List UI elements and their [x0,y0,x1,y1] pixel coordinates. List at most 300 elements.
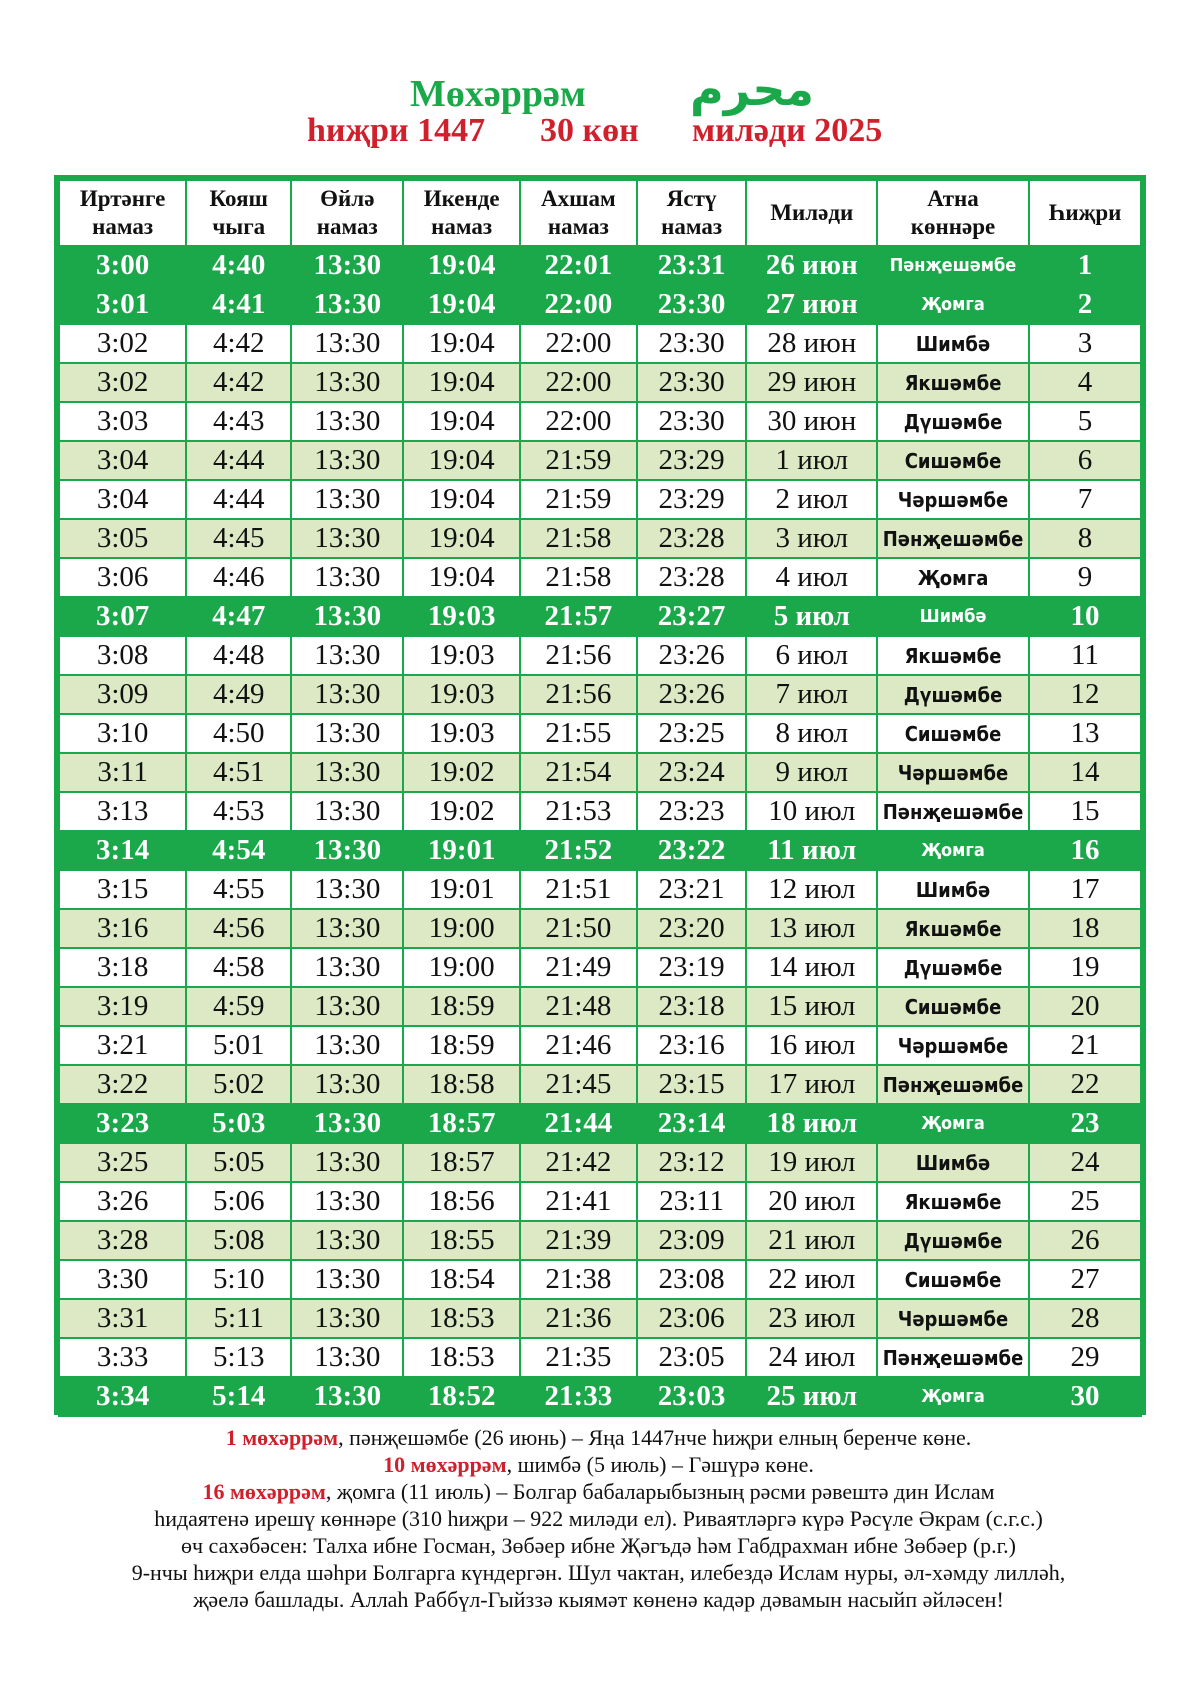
fajr-time: 3:02 [59,324,186,363]
page-header [0,62,1197,152]
fajr-time: 3:04 [59,480,186,519]
isha-time: 23:19 [637,948,747,987]
weekday: Дүшәмбе [877,1221,1029,1260]
column-header [520,180,637,246]
asr-time: 19:04 [403,441,520,480]
isha-time: 23:26 [637,636,747,675]
weekday: Якшәмбе [877,1182,1029,1221]
column-header [1029,180,1141,246]
fajr-time: 3:14 [59,831,186,870]
dhuhr-time: 13:30 [291,402,403,441]
weekday: Якшәмбе [877,636,1029,675]
title-line [0,62,1197,116]
sunrise-time: 4:49 [186,675,291,714]
gregorian-date: 28 июн [746,324,877,363]
asr-time: 19:04 [403,558,520,597]
gregorian-date: 3 июл [746,519,877,558]
weekday: Чәршәмбе [877,1299,1029,1338]
weekday: Шимбә [877,870,1029,909]
maghrib-time: 21:42 [520,1143,637,1182]
maghrib-time: 21:58 [520,519,637,558]
sunrise-time: 4:42 [186,363,291,402]
sunrise-time: 4:40 [186,246,291,285]
note-bulgar-line-3: өч сахәбәсен: Талха ибне Госман, Зөбәер ибне Җәгъдә һәм Габдрахман ибне Зөбәер (р.г.) [180,1533,1017,1558]
isha-time: 23:29 [637,441,747,480]
isha-time: 23:06 [637,1299,747,1338]
footnotes [40,1424,1157,1613]
hijri-day: 1 [1029,246,1141,285]
table-row [59,1338,1141,1377]
gregorian-date: 29 июн [746,363,877,402]
note-text: , пәнҗешәмбе (26 июнь) – Яңа 1447нче һиҗри елның беренче көне. [338,1425,972,1450]
dhuhr-time: 13:30 [291,714,403,753]
sunrise-time: 5:14 [186,1377,291,1416]
weekday: Чәршәмбе [877,753,1029,792]
column-header [637,180,747,246]
sunrise-time: 4:42 [186,324,291,363]
sunrise-time: 4:54 [186,831,291,870]
fajr-time: 3:00 [59,246,186,285]
sunrise-time: 4:43 [186,402,291,441]
asr-time: 19:02 [403,792,520,831]
maghrib-time: 21:38 [520,1260,637,1299]
weekday: Якшәмбе [877,363,1029,402]
maghrib-time: 21:56 [520,636,637,675]
sunrise-time: 4:53 [186,792,291,831]
maghrib-time: 21:45 [520,1065,637,1104]
hijri-day: 25 [1029,1182,1141,1221]
weekday: Сишәмбе [877,441,1029,480]
maghrib-time: 21:57 [520,597,637,636]
dhuhr-time: 13:30 [291,1026,403,1065]
fajr-time: 3:15 [59,870,186,909]
note-ashura [40,1451,1157,1478]
maghrib-time: 22:00 [520,363,637,402]
sunrise-time: 4:50 [186,714,291,753]
gregorian-year: миләди 2025 [692,112,883,149]
hijri-day: 9 [1029,558,1141,597]
isha-time: 23:29 [637,480,747,519]
dhuhr-time: 13:30 [291,1260,403,1299]
maghrib-time: 21:35 [520,1338,637,1377]
table-row [59,909,1141,948]
maghrib-time: 22:00 [520,285,637,324]
hijri-day: 16 [1029,831,1141,870]
weekday: Җомга [877,558,1029,597]
gregorian-date: 15 июл [746,987,877,1026]
weekday: Җомга [877,285,1029,324]
weekday: Чәршәмбе [877,480,1029,519]
table-row [59,480,1141,519]
dhuhr-time: 13:30 [291,1104,403,1143]
maghrib-time: 21:48 [520,987,637,1026]
note-highlight: 16 мөхәррәм [202,1479,326,1504]
gregorian-date: 7 июл [746,675,877,714]
hijri-day: 4 [1029,363,1141,402]
weekday: Сишәмбе [877,987,1029,1026]
gregorian-date: 26 июн [746,246,877,285]
table-row [59,1377,1141,1416]
isha-time: 23:22 [637,831,747,870]
fajr-time: 3:31 [59,1299,186,1338]
table-row [59,675,1141,714]
isha-time: 23:05 [637,1338,747,1377]
weekday: Шимбә [877,1143,1029,1182]
dhuhr-time: 13:30 [291,597,403,636]
hijri-day: 11 [1029,636,1141,675]
weekday: Пәнҗешәмбе [877,792,1029,831]
maghrib-time: 21:59 [520,441,637,480]
sunrise-time: 4:51 [186,753,291,792]
asr-time: 19:04 [403,324,520,363]
month-name-tatar: Мөхәррәм [410,73,586,115]
table-row [59,324,1141,363]
fajr-time: 3:11 [59,753,186,792]
dhuhr-time: 13:30 [291,948,403,987]
sunrise-time: 4:48 [186,636,291,675]
table-row [59,1065,1141,1104]
gregorian-date: 8 июл [746,714,877,753]
asr-time: 18:55 [403,1221,520,1260]
isha-time: 23:31 [637,246,747,285]
sunrise-time: 4:41 [186,285,291,324]
asr-time: 19:00 [403,909,520,948]
weekday: Чәршәмбе [877,1026,1029,1065]
table-row [59,1260,1141,1299]
note-bulgar-line-5: җәелә башлады. Аллаһ Раббүл-Гыйззә кыямәт көненә кадәр дәвамын насыйп әйләсен! [193,1587,1004,1612]
table-row [59,363,1141,402]
sunrise-time: 4:59 [186,987,291,1026]
asr-time: 19:04 [403,519,520,558]
column-header-line: Ахшам [541,186,616,211]
gregorian-date: 10 июл [746,792,877,831]
asr-time: 19:00 [403,948,520,987]
sunrise-time: 4:58 [186,948,291,987]
fajr-time: 3:03 [59,402,186,441]
fajr-time: 3:19 [59,987,186,1026]
dhuhr-time: 13:30 [291,636,403,675]
hijri-day: 14 [1029,753,1141,792]
table-row [59,636,1141,675]
note-bulgar-line-4: 9-нчы һиҗри елда шәһри Болгарга күндергән. Шул чактан, илебездә Ислам нуры, әл-хәмду лилләһ, [131,1560,1066,1585]
table-row [59,1221,1141,1260]
weekday: Дүшәмбе [877,402,1029,441]
dhuhr-time: 13:30 [291,1065,403,1104]
column-header-line: намаз [92,214,154,239]
weekday: Сишәмбе [877,1260,1029,1299]
hijri-day: 22 [1029,1065,1141,1104]
note-text: , шимбә (5 июль) – Гәшүрә көне. [506,1452,814,1477]
hijri-day: 29 [1029,1338,1141,1377]
weekday: Сишәмбе [877,714,1029,753]
gregorian-date: 16 июл [746,1026,877,1065]
subtitle-line [0,112,1197,152]
gregorian-date: 19 июл [746,1143,877,1182]
hijri-day: 7 [1029,480,1141,519]
dhuhr-time: 13:30 [291,480,403,519]
sunrise-time: 5:05 [186,1143,291,1182]
hijri-day: 10 [1029,597,1141,636]
dhuhr-time: 13:30 [291,831,403,870]
hijri-day: 8 [1029,519,1141,558]
table-row [59,246,1141,285]
hijri-day: 21 [1029,1026,1141,1065]
column-header [59,180,186,246]
hijri-day: 5 [1029,402,1141,441]
hijri-day: 19 [1029,948,1141,987]
gregorian-date: 18 июл [746,1104,877,1143]
gregorian-date: 20 июл [746,1182,877,1221]
fajr-time: 3:05 [59,519,186,558]
note-highlight: 1 мөхәррәм [225,1425,339,1450]
isha-time: 23:03 [637,1377,747,1416]
sunrise-time: 4:44 [186,480,291,519]
weekday: Пәнҗешәмбе [877,1338,1029,1377]
fajr-time: 3:22 [59,1065,186,1104]
gregorian-date: 25 июл [746,1377,877,1416]
fajr-time: 3:28 [59,1221,186,1260]
isha-time: 23:15 [637,1065,747,1104]
gregorian-date: 22 июл [746,1260,877,1299]
maghrib-time: 21:59 [520,480,637,519]
dhuhr-time: 13:30 [291,987,403,1026]
dhuhr-time: 13:30 [291,285,403,324]
column-header-line: намаз [316,214,378,239]
gregorian-date: 13 июл [746,909,877,948]
note-new-year [40,1424,1157,1451]
dhuhr-time: 13:30 [291,675,403,714]
table-body [59,246,1141,1416]
gregorian-date: 5 июл [746,597,877,636]
table-row [59,792,1141,831]
table-row [59,1026,1141,1065]
fajr-time: 3:16 [59,909,186,948]
dhuhr-time: 13:30 [291,363,403,402]
weekday: Җомга [877,831,1029,870]
gregorian-date: 2 июл [746,480,877,519]
table-row [59,402,1141,441]
gregorian-date: 9 июл [746,753,877,792]
table-row [59,1143,1141,1182]
column-header-line: Кояш [209,186,268,211]
table-row [59,948,1141,987]
sunrise-time: 4:56 [186,909,291,948]
sunrise-time: 4:55 [186,870,291,909]
fajr-time: 3:01 [59,285,186,324]
hijri-day: 18 [1029,909,1141,948]
column-header-line: намаз [431,214,493,239]
dhuhr-time: 13:30 [291,441,403,480]
fajr-time: 3:25 [59,1143,186,1182]
table-row [59,1182,1141,1221]
isha-time: 23:28 [637,558,747,597]
dhuhr-time: 13:30 [291,246,403,285]
fajr-time: 3:26 [59,1182,186,1221]
hijri-day: 28 [1029,1299,1141,1338]
column-header [877,180,1029,246]
hijri-day: 6 [1029,441,1141,480]
maghrib-time: 22:00 [520,402,637,441]
fajr-time: 3:34 [59,1377,186,1416]
maghrib-time: 21:49 [520,948,637,987]
fajr-time: 3:02 [59,363,186,402]
dhuhr-time: 13:30 [291,870,403,909]
isha-time: 23:16 [637,1026,747,1065]
maghrib-time: 21:52 [520,831,637,870]
dhuhr-time: 13:30 [291,324,403,363]
sunrise-time: 4:47 [186,597,291,636]
gregorian-date: 17 июл [746,1065,877,1104]
maghrib-time: 21:44 [520,1104,637,1143]
asr-time: 19:04 [403,285,520,324]
asr-time: 18:56 [403,1182,520,1221]
sunrise-time: 5:01 [186,1026,291,1065]
maghrib-time: 21:50 [520,909,637,948]
maghrib-time: 21:33 [520,1377,637,1416]
days-count: 30 көн [540,112,639,149]
hijri-day: 13 [1029,714,1141,753]
hijri-day: 2 [1029,285,1141,324]
isha-time: 23:21 [637,870,747,909]
weekday: Якшәмбе [877,909,1029,948]
dhuhr-time: 13:30 [291,1299,403,1338]
asr-time: 19:01 [403,870,520,909]
table-row [59,558,1141,597]
gregorian-date: 4 июл [746,558,877,597]
isha-time: 23:26 [637,675,747,714]
column-header [291,180,403,246]
weekday: Дүшәмбе [877,675,1029,714]
isha-time: 23:28 [637,519,747,558]
table-header-row [59,180,1141,246]
asr-time: 18:59 [403,987,520,1026]
asr-time: 18:58 [403,1065,520,1104]
weekday: Пәнҗешәмбе [877,1065,1029,1104]
hijri-day: 23 [1029,1104,1141,1143]
note-highlight: 10 мөхәррәм [383,1452,507,1477]
weekday: Шимбә [877,597,1029,636]
isha-time: 23:30 [637,285,747,324]
fajr-time: 3:30 [59,1260,186,1299]
note-bulgar [40,1478,1157,1505]
dhuhr-time: 13:30 [291,753,403,792]
maghrib-time: 21:58 [520,558,637,597]
gregorian-date: 27 июн [746,285,877,324]
isha-time: 23:20 [637,909,747,948]
fajr-time: 3:04 [59,441,186,480]
fajr-time: 3:08 [59,636,186,675]
weekday: Җомга [877,1104,1029,1143]
hijri-day: 30 [1029,1377,1141,1416]
table-row [59,597,1141,636]
maghrib-time: 21:54 [520,753,637,792]
sunrise-time: 5:13 [186,1338,291,1377]
hijri-day: 27 [1029,1260,1141,1299]
hijri-year: һиҗри 1447 [307,112,486,149]
maghrib-time: 21:56 [520,675,637,714]
column-header [746,180,877,246]
note-bulgar-line-2: һидаятенә ирешү көннәре (310 һиҗри – 922 миләди ел). Риваятләргә күрә Рәсүле Әкрам (с.г.с.) [154,1506,1043,1531]
asr-time: 19:04 [403,480,520,519]
gregorian-date: 1 июл [746,441,877,480]
dhuhr-time: 13:30 [291,1221,403,1260]
asr-time: 19:03 [403,675,520,714]
maghrib-time: 21:46 [520,1026,637,1065]
dhuhr-time: 13:30 [291,1182,403,1221]
maghrib-time: 21:53 [520,792,637,831]
weekday: Дүшәмбе [877,948,1029,987]
column-header-line: Атна [927,186,979,211]
gregorian-date: 21 июл [746,1221,877,1260]
sunrise-time: 5:10 [186,1260,291,1299]
isha-time: 23:25 [637,714,747,753]
isha-time: 23:30 [637,402,747,441]
isha-time: 23:24 [637,753,747,792]
table-row [59,870,1141,909]
dhuhr-time: 13:30 [291,909,403,948]
fajr-time: 3:33 [59,1338,186,1377]
gregorian-date: 14 июл [746,948,877,987]
column-header-line: көннәре [910,214,996,239]
table-row [59,285,1141,324]
fajr-time: 3:09 [59,675,186,714]
isha-time: 23:09 [637,1221,747,1260]
asr-time: 19:04 [403,402,520,441]
month-name-arabic: محرم [690,62,814,116]
dhuhr-time: 13:30 [291,792,403,831]
hijri-day: 20 [1029,987,1141,1026]
hijri-day: 12 [1029,675,1141,714]
isha-time: 23:30 [637,324,747,363]
dhuhr-time: 13:30 [291,1143,403,1182]
table-row [59,1299,1141,1338]
asr-time: 19:01 [403,831,520,870]
hijri-day: 15 [1029,792,1141,831]
hijri-day: 17 [1029,870,1141,909]
column-header-line: Өйлә [320,186,375,211]
sunrise-time: 4:44 [186,441,291,480]
dhuhr-time: 13:30 [291,1377,403,1416]
table-row [59,1104,1141,1143]
column-header-line: Һиҗри [1048,200,1122,225]
maghrib-time: 21:41 [520,1182,637,1221]
asr-time: 18:52 [403,1377,520,1416]
table-row [59,987,1141,1026]
gregorian-date: 11 июл [746,831,877,870]
sunrise-time: 5:08 [186,1221,291,1260]
asr-time: 18:57 [403,1104,520,1143]
maghrib-time: 21:51 [520,870,637,909]
fajr-time: 3:23 [59,1104,186,1143]
isha-time: 23:14 [637,1104,747,1143]
fajr-time: 3:21 [59,1026,186,1065]
table-row [59,753,1141,792]
sunrise-time: 4:46 [186,558,291,597]
note-text: , җомга (11 июль) – Болгар бабаларыбызның рәсми рәвештә дин Ислам [325,1479,995,1504]
fajr-time: 3:06 [59,558,186,597]
asr-time: 18:54 [403,1260,520,1299]
asr-time: 19:03 [403,597,520,636]
asr-time: 18:53 [403,1338,520,1377]
sunrise-time: 5:06 [186,1182,291,1221]
isha-time: 23:30 [637,363,747,402]
column-header-line: намаз [547,214,609,239]
fajr-time: 3:07 [59,597,186,636]
prayer-times-table [54,175,1146,1415]
hijri-day: 3 [1029,324,1141,363]
weekday: Пәнҗешәмбе [877,519,1029,558]
fajr-time: 3:18 [59,948,186,987]
